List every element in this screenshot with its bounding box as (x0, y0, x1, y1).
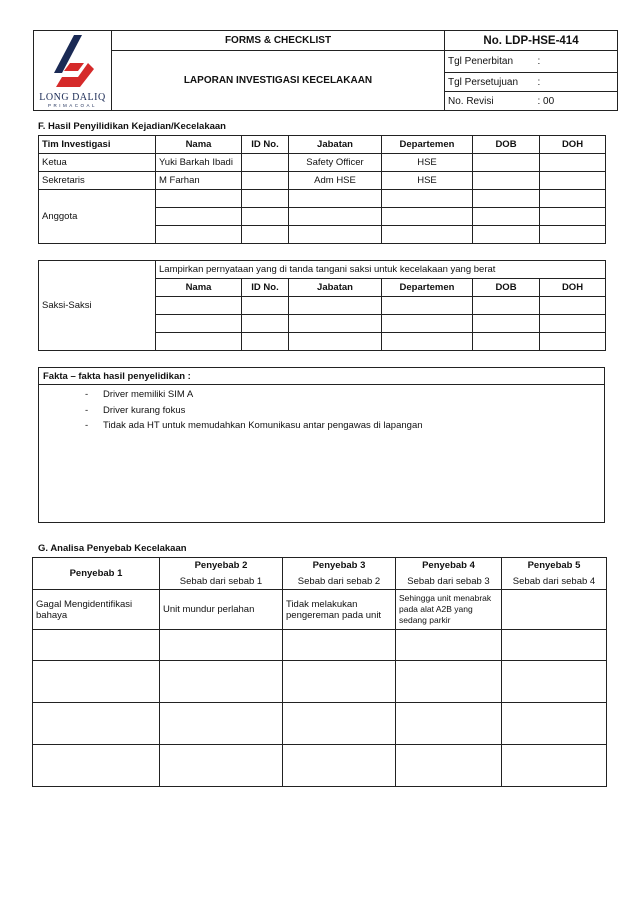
table-cell: Sehingga unit menabrak pada alat A2B yang sedang parkir (396, 590, 502, 630)
table-cell (283, 661, 396, 703)
column-header: Nama (156, 279, 242, 297)
table-row (33, 630, 607, 661)
logo-wordmark: LONG DALIQ (39, 92, 106, 103)
table-cell (473, 208, 540, 226)
table-cell (473, 315, 540, 333)
facts-title: Fakta – fakta hasil penyelidikan : (39, 368, 604, 385)
table-cell (382, 208, 473, 226)
table-cell: Ketua (39, 154, 156, 172)
table-cell (160, 703, 283, 745)
table-cell (289, 297, 382, 315)
table-cell (160, 745, 283, 787)
document-number: No. LDP-HSE-414 (445, 31, 618, 51)
table-cell (396, 630, 502, 661)
list-item: - Tidak ada HT untuk memudahkan Komunikasu antar pengawas di lapangan (39, 418, 604, 434)
bullet-dash: - (85, 420, 89, 431)
table-cell (283, 745, 396, 787)
table-cell: Safety Officer (289, 154, 382, 172)
table-cell (540, 333, 606, 351)
table-cell: HSE (382, 172, 473, 190)
investigation-team-table (38, 135, 606, 244)
column-header: Penyebab 3 (283, 558, 396, 574)
table-cell (502, 630, 607, 661)
saksi-label: Saksi-Saksi (39, 261, 156, 351)
table-cell (242, 315, 289, 333)
list-item: - Driver memiliki SIM A (39, 387, 604, 403)
meta-label: No. Revisi (445, 92, 535, 111)
column-header: DOH (540, 136, 606, 154)
table-cell: Gagal Mengidentifikasi bahaya (33, 590, 160, 630)
saksi-note: Lampirkan pernyataan yang di tanda tangani saksi untuk kecelakaan yang berat (156, 261, 606, 279)
table-cell (33, 703, 160, 745)
table-cell (242, 172, 289, 190)
table-cell (502, 703, 607, 745)
table-cell (33, 745, 160, 787)
table-row (33, 590, 607, 630)
column-header: Penyebab 4 (396, 558, 502, 574)
company-logo (34, 31, 112, 111)
table-cell (156, 297, 242, 315)
table-cell (242, 333, 289, 351)
table-cell (382, 315, 473, 333)
column-subheader: Sebab dari sebab 4 (502, 574, 607, 590)
column-header: Penyebab 5 (502, 558, 607, 574)
table-cell (540, 297, 606, 315)
table-cell: Sekretaris (39, 172, 156, 190)
table-cell (242, 226, 289, 244)
table-cell: M Farhan (156, 172, 242, 190)
forms-label: FORMS & CHECKLIST (112, 31, 445, 51)
table-row (33, 745, 607, 787)
table-cell (156, 315, 242, 333)
table-row (39, 190, 606, 208)
table-cell (502, 661, 607, 703)
table-cell (289, 333, 382, 351)
table-cell (160, 630, 283, 661)
column-header: ID No. (242, 279, 289, 297)
table-cell (289, 226, 382, 244)
column-subheader: Sebab dari sebab 3 (396, 574, 502, 590)
column-header: Departemen (382, 136, 473, 154)
table-cell (283, 703, 396, 745)
table-cell (382, 226, 473, 244)
facts-list (39, 385, 604, 434)
table-cell (382, 190, 473, 208)
table-cell (473, 226, 540, 244)
column-header: Departemen (382, 279, 473, 297)
table-cell (242, 190, 289, 208)
table-cell (540, 226, 606, 244)
table-cell (473, 172, 540, 190)
table-cell (33, 661, 160, 703)
table-cell (242, 208, 289, 226)
table-cell (156, 226, 242, 244)
column-header: DOH (540, 279, 606, 297)
table-cell (289, 190, 382, 208)
table-row (33, 703, 607, 745)
table-cell (33, 630, 160, 661)
table-cell (396, 661, 502, 703)
column-header: Jabatan (289, 279, 382, 297)
section-g-title: G. Analisa Penyebab Kecelakaan (38, 543, 187, 554)
meta-value: : (535, 51, 618, 73)
table-cell (382, 297, 473, 315)
anggota-label: Anggota (39, 190, 156, 244)
table-cell (156, 190, 242, 208)
table-cell (156, 208, 242, 226)
column-subheader: Sebab dari sebab 2 (283, 574, 396, 590)
table-cell: Unit mundur perlahan (160, 590, 283, 630)
column-header: Jabatan (289, 136, 382, 154)
table-cell (160, 661, 283, 703)
column-header: ID No. (242, 136, 289, 154)
table-cell (242, 154, 289, 172)
meta-value: : (535, 73, 618, 92)
table-cell: Tidak melakukan pengereman pada unit (283, 590, 396, 630)
table-cell (289, 315, 382, 333)
table-cell (242, 297, 289, 315)
table-cell (540, 315, 606, 333)
table-cell: HSE (382, 154, 473, 172)
table-row (39, 172, 606, 190)
document-header (33, 30, 618, 111)
column-header: Penyebab 1 (33, 558, 160, 590)
section-f-title: F. Hasil Penyilidikan Kejadian/Kecelakaan (38, 121, 226, 132)
table-cell (396, 703, 502, 745)
table-cell (502, 745, 607, 787)
column-header: Tim Investigasi (39, 136, 156, 154)
table-cell (289, 208, 382, 226)
column-header: DOB (473, 279, 540, 297)
column-header: Nama (156, 136, 242, 154)
table-cell (473, 190, 540, 208)
page-title: LAPORAN INVESTIGASI KECELAKAAN (112, 51, 445, 111)
table-cell: Adm HSE (289, 172, 382, 190)
table-cell (540, 172, 606, 190)
logo-subtitle: PRIMACOAL (47, 103, 97, 108)
table-cell (502, 590, 607, 630)
table-cell (473, 333, 540, 351)
table-cell (396, 745, 502, 787)
table-cell (156, 333, 242, 351)
facts-box (38, 367, 605, 523)
column-header: DOB (473, 136, 540, 154)
bullet-dash: - (85, 404, 89, 416)
meta-value: : 00 (535, 92, 618, 111)
long-daliq-logo-icon (48, 33, 98, 91)
table-cell (540, 208, 606, 226)
table-cell (540, 190, 606, 208)
table-row (33, 661, 607, 703)
table-cell: Yuki Barkah Ibadi (156, 154, 242, 172)
cause-analysis-table (32, 557, 607, 787)
witness-table (38, 260, 606, 351)
column-header: Penyebab 2 (160, 558, 283, 574)
table-cell (382, 333, 473, 351)
table-cell (473, 154, 540, 172)
list-item: - Driver kurang fokus (39, 403, 604, 419)
bullet-dash: - (85, 389, 89, 400)
table-cell (540, 154, 606, 172)
column-subheader: Sebab dari sebab 1 (160, 574, 283, 590)
meta-label: Tgl Penerbitan (445, 51, 535, 73)
table-cell (283, 630, 396, 661)
table-cell (473, 297, 540, 315)
table-row (39, 154, 606, 172)
meta-label: Tgl Persetujuan (445, 73, 535, 92)
